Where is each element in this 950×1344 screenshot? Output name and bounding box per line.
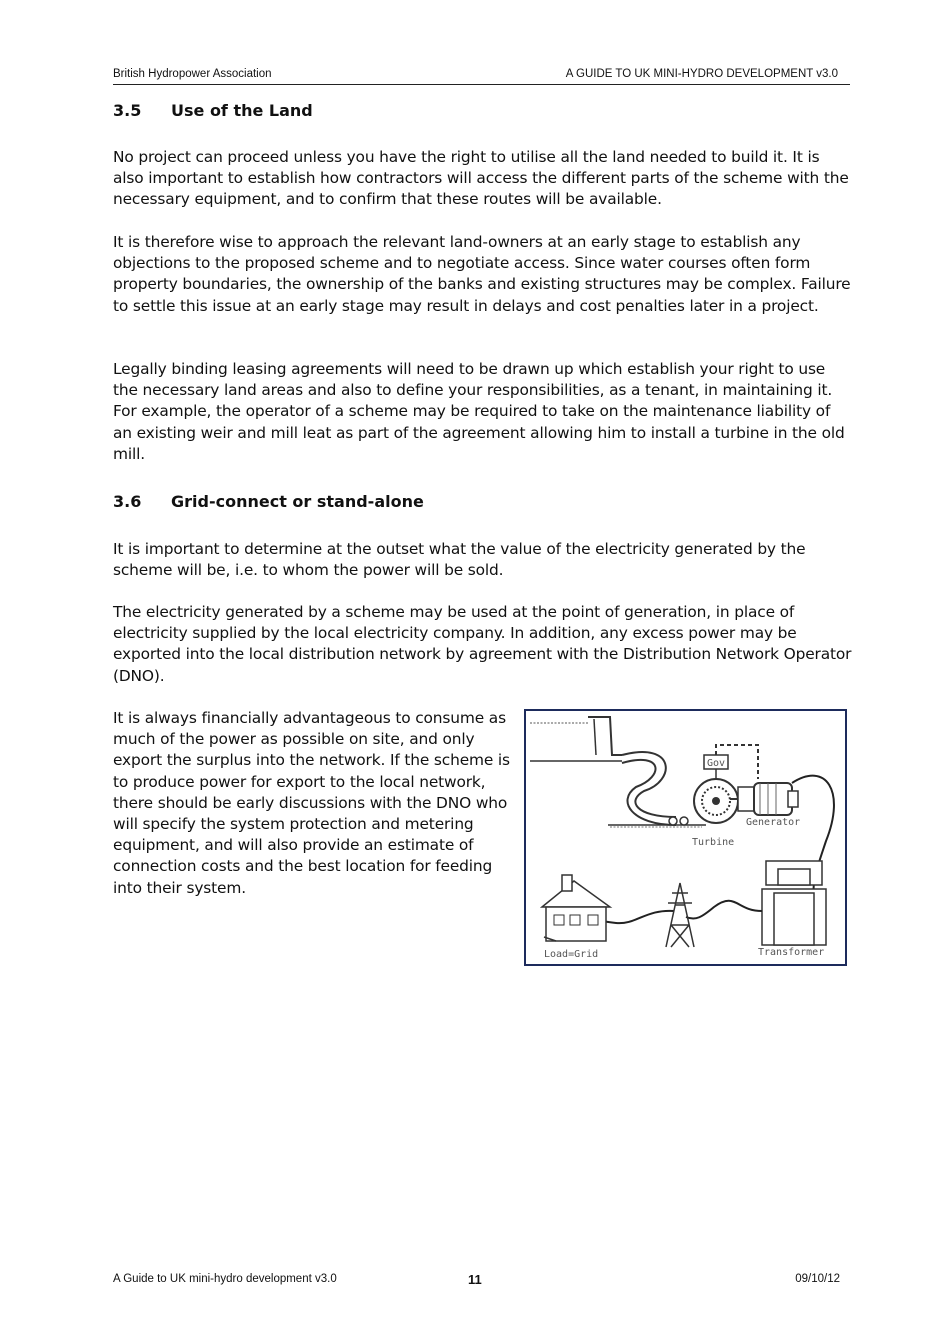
footer-document-title: A Guide to UK mini-hydro development v3.0 <box>113 1273 337 1285</box>
header-document-title: A GUIDE TO UK MINI-HYDRO DEVELOPMENT v3.0 <box>565 68 838 80</box>
section-number: 3.5 <box>113 101 142 120</box>
section-number: 3.6 <box>113 492 142 511</box>
governor-label: Gov <box>707 758 726 769</box>
hydro-scheme-diagram <box>524 709 847 966</box>
paragraph: It is important to determine at the outset what the value of the electricity generated by the scheme will be, i.e. to whom the power will be sold. <box>113 540 806 580</box>
paragraph: It is therefore wise to approach the relevant land-owners at an early stage to establish any objections to the proposed scheme and to negotiate access. Since water courses often form property boundaries, the ownership of the banks and existing structures may be complex. Failure to settle this issue at an early stage may result in delays and cost penalties later in a project. <box>113 233 851 315</box>
page-number: 11 <box>468 1272 482 1287</box>
diagram-drawing <box>526 711 845 964</box>
generator-label: Generator <box>746 817 801 828</box>
paragraph: It is always financially advantageous to consume as much of the power as possible on site, and only export the surplus into the network. If the scheme is to produce power for export to the local network, there should be early discussions with the DNO who will specify the system protection and metering equipment, and will also provide an estimate of connection costs and the best location for feeding into their system. <box>113 709 510 897</box>
section-title: Use of the Land <box>171 101 313 120</box>
load-grid-label: Load=Grid <box>544 949 599 960</box>
paragraph: The electricity generated by a scheme may be used at the point of generation, in place of electricity supplied by the local electricity company. In addition, any excess power may be exported into the local distribution network by agreement with the Distribution Network Operator (DNO). <box>113 603 852 685</box>
house-icon <box>542 881 610 907</box>
section-heading-3-5 <box>113 101 313 120</box>
intake-structure <box>588 717 622 755</box>
paragraph: No project can proceed unless you have the right to utilise all the land needed to build it. It is also important to establish how contractors will access the different parts of the scheme with the necessary equipment, and to confirm that these routes will be available. <box>113 148 849 209</box>
header-organization: British Hydropower Association <box>113 68 272 80</box>
transformer-label: Transformer <box>758 947 825 958</box>
page-footer <box>113 1273 840 1289</box>
page-header <box>113 66 850 85</box>
paragraph: Legally binding leasing agreements will need to be drawn up which establish your right to use the necessary land areas and also to define your responsibilities, as a tenant, in maintaining it. For example, the operator of a scheme may be required to take on the maintenance liability of an existing weir and mill leat as part of the agreement allowing him to install a turbine in the old mill. <box>113 360 845 463</box>
turbine-label: Turbine <box>692 837 735 848</box>
pylon-icon <box>666 883 694 947</box>
section-title: Grid-connect or stand-alone <box>171 492 424 511</box>
section-heading-3-6 <box>113 492 424 511</box>
footer-date: 09/10/12 <box>795 1273 840 1285</box>
valve-icon <box>669 817 677 825</box>
